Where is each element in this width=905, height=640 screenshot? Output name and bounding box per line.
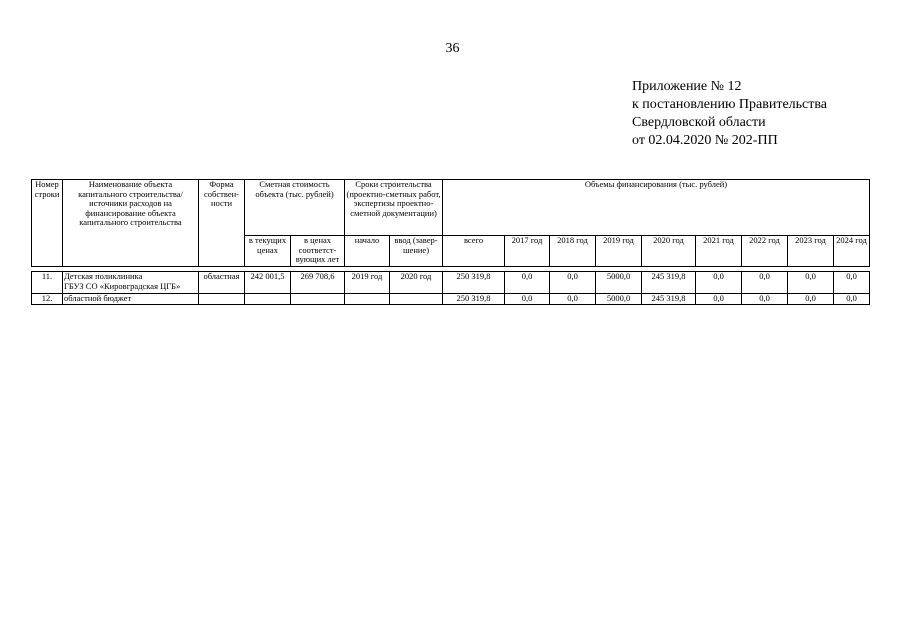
header-2023: 2023 год [788,236,834,267]
appendix-line-2: к постановлению Правительства [632,97,828,112]
header-start: начало [345,236,390,267]
header-2018: 2018 год [550,236,596,267]
cell-2018: 0,0 [550,294,596,305]
cell-object-name [63,272,199,294]
table-row [32,294,870,305]
header-2020: 2020 год [642,236,696,267]
cell-end: 2020 год [390,272,443,294]
cell-cost-adjusted [291,294,345,305]
cell-row-number: 12. [32,294,63,305]
header-ownership: Форма собствен-ности [199,180,245,267]
cell-2020: 245 319,8 [642,272,696,294]
cell-2022: 0,0 [742,272,788,294]
appendix-line-4: от 02.04.2020 № 202-ПП [632,133,778,148]
cell-start: 2019 год [345,272,390,294]
header-object-name: Наименование объекта капитального строительства/ источники расходов на финансирование объекта капитального строительства [63,180,199,267]
cell-2018: 0,0 [550,272,596,294]
cell-ownership: областная [199,272,245,294]
cell-2023: 0,0 [788,294,834,305]
cell-2019: 5000,0 [596,272,642,294]
cell-2017: 0,0 [505,294,550,305]
appendix-line-1: Приложение № 12 [632,79,742,94]
cell-2023: 0,0 [788,272,834,294]
cell-cost-current [245,294,291,305]
cell-ownership [199,294,245,305]
cell-cost-current: 242 001,5 [245,272,291,294]
cell-2020: 245 319,8 [642,294,696,305]
header-financing-volume: Объемы финансирования (тыс. рублей) [443,180,870,236]
header-2019: 2019 год [596,236,642,267]
financing-table [31,179,870,305]
header-cost-adjusted: в ценах соответст-вующих лет [291,236,345,267]
appendix-line-3: Свердловской области [632,115,766,130]
cell-cost-adjusted: 269 708,6 [291,272,345,294]
cell-2017: 0,0 [505,272,550,294]
cell-2024: 0,0 [834,272,870,294]
header-estimated-cost: Сметная стоимость объекта (тыс. рублей) [245,180,345,236]
header-total: всего [443,236,505,267]
cell-2019: 5000,0 [596,294,642,305]
table-row [32,272,870,294]
header-2022: 2022 год [742,236,788,267]
page-number: 36 [445,41,460,56]
cell-2021: 0,0 [696,272,742,294]
header-2021: 2021 год [696,236,742,267]
header-row-number: Номер строки [32,180,63,267]
header-end: ввод (завер-шение) [390,236,443,267]
object-name-line-1: Детская поликлиника [64,271,143,281]
header-2017: 2017 год [505,236,550,267]
cell-row-number: 11. [32,272,63,294]
cell-2021: 0,0 [696,294,742,305]
cell-2022: 0,0 [742,294,788,305]
cell-total: 250 319,8 [443,294,505,305]
cell-total: 250 319,8 [443,272,505,294]
header-2024: 2024 год [834,236,870,267]
header-construction-terms: Сроки строительства (проектно-сметных работ, экспертизы проектно-сметной документации) [345,180,443,236]
header-cost-current: в текущих ценах [245,236,291,267]
cell-object-name: областной бюджет [63,294,199,305]
appendix-block [632,78,892,150]
object-name-line-2: ГБУЗ СО «Кировградская ЦГБ» [64,280,181,291]
cell-2024: 0,0 [834,294,870,305]
cell-start [345,294,390,305]
cell-end [390,294,443,305]
